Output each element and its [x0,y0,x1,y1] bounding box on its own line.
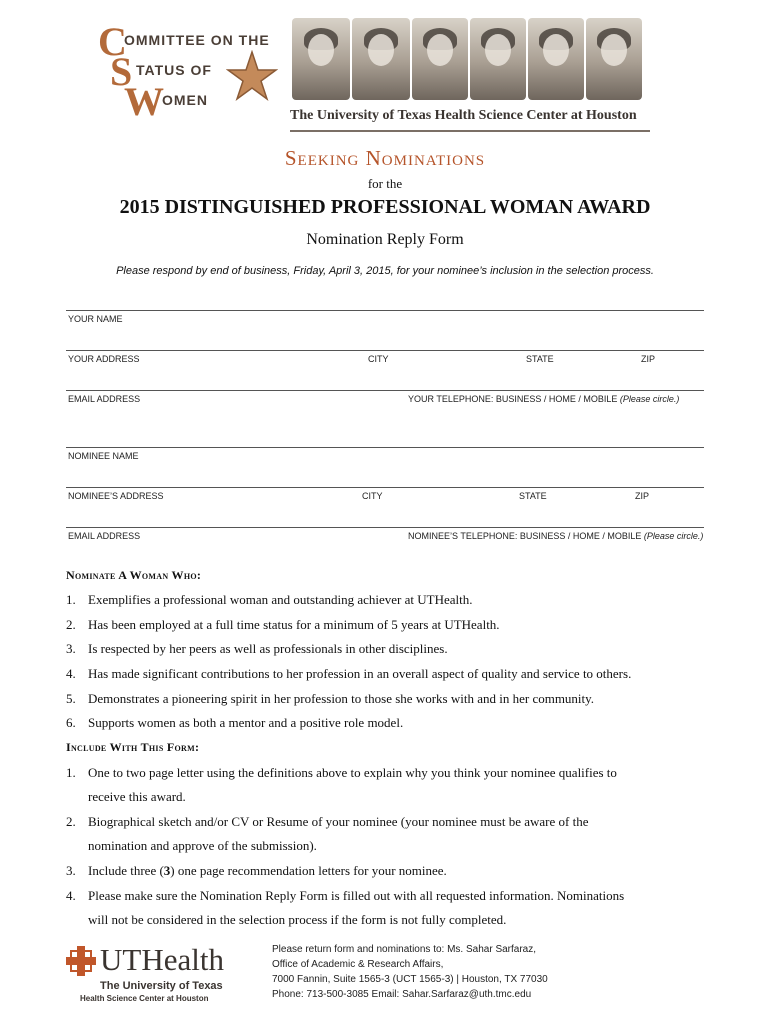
nominee-state-label: STATE [519,491,547,501]
star-icon [226,50,278,102]
list-text: Supports women as both a mentor and a positive role model. [88,715,404,730]
university-banner [290,106,650,132]
uthealth-subtitle-1: The University of Texas [100,980,223,992]
nominee-name-line[interactable] [66,447,704,448]
member-photo-6 [586,18,642,100]
committee-logo [98,19,288,124]
list-text: Please make sure the Nomination Reply Form is filled out with all requested information. Nominations [88,888,625,903]
your-address-label: YOUR ADDRESS [68,354,140,364]
list-item [66,687,706,711]
list-number: 6. [66,715,76,730]
member-photo-4 [470,18,526,100]
list-item [66,859,706,883]
your-zip-label: ZIP [641,354,656,364]
include-heading: Include With This Form: [66,740,200,754]
nominee-email-line[interactable] [66,527,704,528]
respond-deadline-note: Please respond by end of business, Friday, April 3, 2015, for your nominee’s inclusion in the selection process. [116,265,654,277]
member-photo-3 [412,18,468,100]
list-number: 2. [66,617,76,632]
list-text: Biographical sketch and/or CV or Resume of your nominee (your nominee must be aware of the [88,814,589,829]
logo-word-status: TATUS OF [136,62,212,78]
list-item [66,810,706,858]
logo-word-committee: OMMITTEE ON THE [124,32,270,48]
list-number: 4. [66,666,76,681]
uthealth-cross-icon [66,946,96,976]
logo-word-women: OMEN [162,92,208,108]
your-telephone-label [408,394,679,404]
list-text-pre: Include three ( [88,863,164,878]
list-item [66,711,706,735]
list-number: 3. [66,863,76,878]
your-address-line[interactable] [66,350,704,351]
uthealth-wordmark: UTHealth [100,942,224,977]
your-email-label: EMAIL ADDRESS [68,394,141,404]
uthealth-subtitle-2: Health Science Center at Houston [80,994,209,1003]
your-name-label: YOUR NAME [68,314,123,324]
member-photo-2 [352,18,410,100]
your-email-line[interactable] [66,390,704,391]
nominate-heading: Nominate A Woman Who: [66,568,202,582]
list-text-continued: receive this award. [88,789,186,804]
list-item [66,761,706,809]
list-text-bold: 3 [163,863,171,878]
list-text: Is respected by her peers as well as professionals in other disciplines. [88,641,448,656]
uthealth-logo [66,942,236,1012]
logo-letter-w: W [124,79,164,124]
page-header [0,0,770,140]
footer-address-line: 7000 Fannin, Suite 1565-3 (UCT 1565-3) | Houston, TX 77030 [272,974,548,985]
nominee-address-line[interactable] [66,487,704,488]
your-telephone-text: YOUR TELEPHONE: BUSINESS / HOME / MOBILE [408,394,618,404]
list-number: 1. [66,592,76,607]
list-number: 3. [66,641,76,656]
list-number: 2. [66,814,76,829]
nominee-city-label: CITY [362,491,383,501]
footer-contact-line: Phone: 713-500-3085 Email: Sahar.Sarfaraz@uth.tmc.edu [272,989,532,1000]
your-name-line[interactable] [66,310,704,311]
your-state-label: STATE [526,354,554,364]
member-photo-5 [528,18,584,100]
your-city-label: CITY [368,354,389,364]
list-item [66,884,706,932]
list-number: 5. [66,691,76,706]
logo-letter-s: S [110,49,133,94]
nominee-zip-label: ZIP [635,491,650,501]
list-item [66,662,706,686]
member-photo-1 [292,18,350,100]
nominee-telephone-label [408,531,703,541]
list-text-post: ) one page recommendation letters for your nominee. [170,863,447,878]
list-text-continued: nomination and approve of the submission). [88,838,317,853]
list-item [66,613,706,637]
nominee-name-label: NOMINEE NAME [68,451,139,461]
award-title: 2015 DISTINGUISHED PROFESSIONAL WOMAN AWARD [119,196,651,218]
list-text: Has made significant contributions to her profession in an overall aspect of quality and service to others. [88,666,632,681]
nominee-telephone-text: NOMINEE’S TELEPHONE: BUSINESS / HOME / MOBILE [408,531,642,541]
nominee-email-label: EMAIL ADDRESS [68,531,141,541]
footer-office-line: Office of Academic & Research Affairs, [272,959,444,970]
for-the-text: for the [367,176,403,191]
list-text: Exemplifies a professional woman and outstanding achiever at UTHealth. [88,592,473,607]
list-text: Demonstrates a pioneering spirit in her profession to those she works with and in her community. [88,691,595,706]
list-text: One to two page letter using the definitions above to explain why you think your nominee qualifies to [88,765,617,780]
list-text-continued: will not be considered in the selection process if the form is not fully completed. [88,912,507,927]
list-number: 4. [66,888,76,903]
footer-return-line: Please return form and nominations to: Ms. Sahar Sarfaraz, [272,944,537,955]
nominee-address-label: NOMINEE’S ADDRESS [68,491,164,501]
nominee-please-circle: (Please circle.) [643,531,704,541]
list-text: Has been employed at a full time status for a minimum of 5 years at UTHealth. [88,617,500,632]
list-item [66,637,706,661]
seeking-nominations-title: Seeking Nominations [284,146,486,170]
list-number: 1. [66,765,76,780]
your-please-circle: (Please circle.) [619,394,680,404]
list-item [66,588,706,612]
university-banner-text: The University of Texas Health Science Center at Houston [290,108,637,123]
logo-letter-c: C [98,19,127,64]
form-name: Nomination Reply Form [306,231,464,248]
